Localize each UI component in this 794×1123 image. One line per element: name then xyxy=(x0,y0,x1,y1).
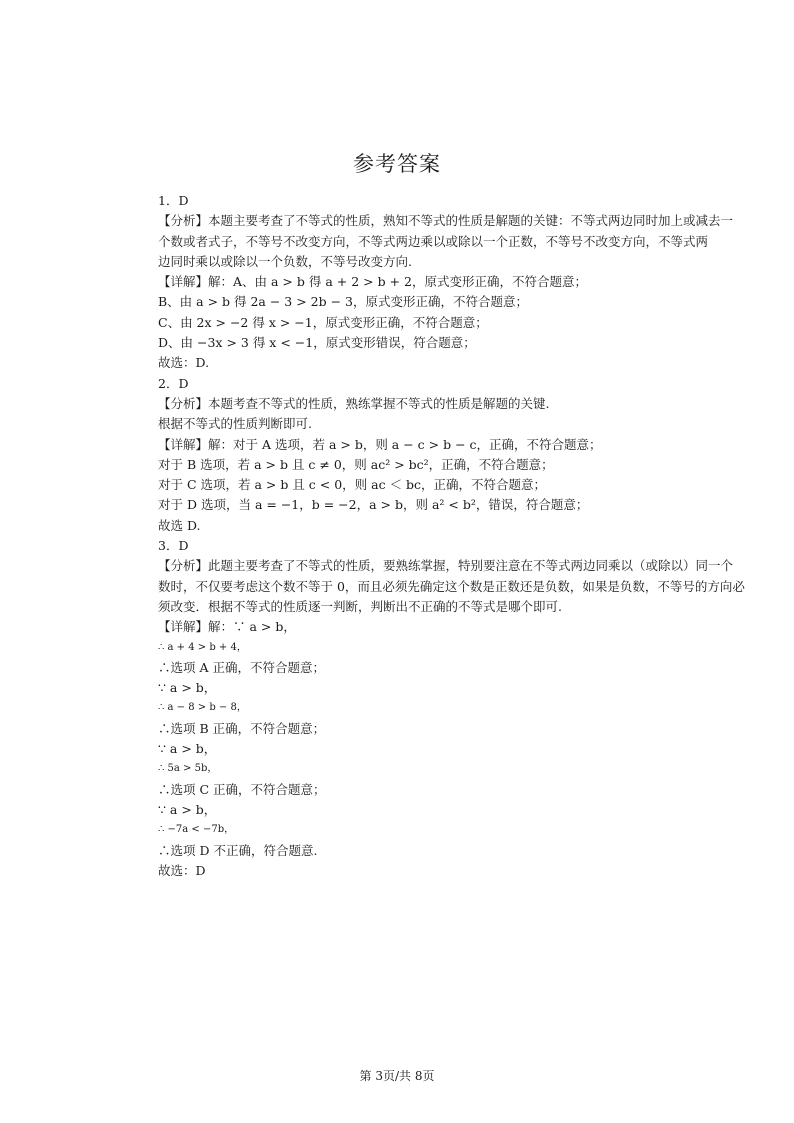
analysis-line: 【分析】本题主要考查了不等式的性质，熟知不等式的性质是解题的关键：不等式两边同时加上或减去一 xyxy=(158,213,734,229)
detail-line: 对于 D 选项，当 a = −1，b = −2，a > b，则 a² < b²，错误，符合题意； xyxy=(158,497,589,513)
analysis-line: 个数或者式子，不等号不改变方向，不等式两边乘以或除以一个正数，不等号不改变方向，不等式两 xyxy=(158,233,709,249)
page-title: 参考答案 xyxy=(353,152,441,176)
detail-line: ∵ a > b， xyxy=(158,680,217,696)
detail-line: ∴选项 D 不正确，符合题意. xyxy=(158,842,318,858)
detail-line: 对于 C 选项，若 a > b 且 c < 0，则 ac ＜ bc，正确，不符合题意； xyxy=(158,477,547,493)
analysis-line: 【分析】本题考查不等式的性质，熟练掌握不等式的性质是解题的关键. xyxy=(158,395,550,411)
detail-line: ∴选项 A 正确，不符合题意； xyxy=(158,659,325,675)
detail-line: ∴选项 B 正确，不符合题意； xyxy=(158,720,326,736)
analysis-line: 须改变．根据不等式的性质逐一判断，判断出不正确的不等式是哪个即可. xyxy=(158,598,562,614)
conclusion-line: 故选 D. xyxy=(158,517,201,533)
answer-content xyxy=(158,191,758,881)
math-step: ∴ a + 4 > b + 4， xyxy=(158,641,247,653)
answer-number: 2．D xyxy=(158,375,189,391)
analysis-line: 根据不等式的性质判断即可. xyxy=(158,416,312,432)
math-step: ∴ −7a < −7b， xyxy=(158,824,235,836)
detail-line: 【详解】解：对于 A 选项，若 a > b，则 a − c > b − c，正确，不符合题意； xyxy=(158,436,602,452)
detail-line: D、由 −3x > 3 得 x < −1，原式变形错误，符合题意； xyxy=(158,335,476,351)
detail-line: ∴选项 C 正确，不符合题意； xyxy=(158,781,326,797)
detail-line: B、由 a > b 得 2a − 3 > 2b − 3，原式变形正确，不符合题意； xyxy=(158,294,529,310)
analysis-line: 【分析】此题主要考查了不等式的性质，要熟练掌握，特别要注意在不等式两边同乘以（或除以）同一个 xyxy=(158,558,734,574)
detail-line: ∵ a > b， xyxy=(158,741,217,757)
math-step: ∴ 5a > 5b， xyxy=(158,763,218,775)
answer-number: 1．D xyxy=(158,193,189,208)
answer-number: 3．D xyxy=(158,538,189,554)
conclusion-line: 故选：D xyxy=(158,862,206,878)
detail-line: ∵ a > b， xyxy=(158,801,217,817)
detail-line: 对于 B 选项，若 a > b 且 c ≠ 0，则 ac² > bc²，正确，不符合题意； xyxy=(158,456,554,472)
detail-line: 【详解】解：A、由 a > b 得 a + 2 > b + 2，原式变形正确，不符合题意； xyxy=(158,274,587,290)
math-step: ∴ a − 8 > b − 8， xyxy=(158,702,247,714)
analysis-line: 数时，不仅要考虑这个数不等于 0，而且必须先确定这个数是正数还是负数，如果是负数，不等号的方向必 xyxy=(158,578,745,594)
detail-line: 【详解】解：∵ a > b， xyxy=(158,619,296,635)
analysis-line: 边同时乘以或除以一个负数，不等号改变方向. xyxy=(158,253,412,269)
page-number: 第 3页/共 8页 xyxy=(359,1069,435,1083)
detail-line: C、由 2x > −2 得 x > −1，原式变形正确，不符合题意； xyxy=(158,314,488,330)
conclusion-line: 故选：D. xyxy=(158,355,210,371)
